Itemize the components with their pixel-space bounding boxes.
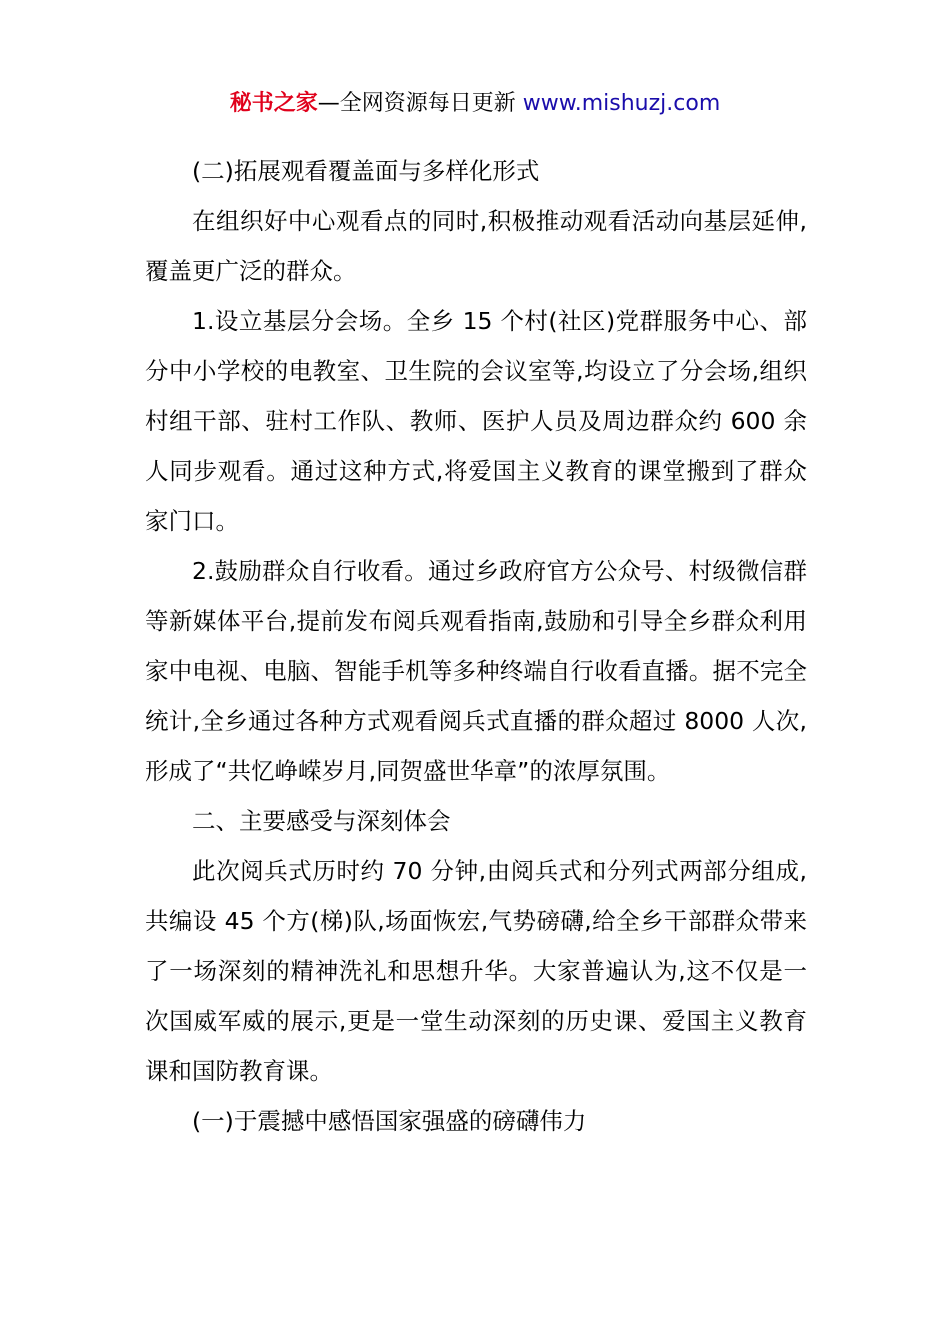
paragraph-intro: 在组织好中心观看点的同时,积极推动观看活动向基层延伸,覆盖更广泛的群众。 <box>145 207 807 285</box>
page-header <box>0 88 950 120</box>
site-slogan: —全网资源每日更新 <box>317 91 516 116</box>
site-url-link[interactable]: www.mishuzj.com <box>522 91 721 116</box>
paragraph-self-viewing: 2.鼓励群众自行收看。通过乡政府官方公众号、村级微信群等新媒体平台,提前发布阅兵观看指南,鼓励和引导全乡群众利用家中电视、电脑、智能手机等多种终端自行收看直播。据不完全统计,全乡通过各种方式观看阅兵式直播的群众超过 8000 人次,形成了“共忆峥嵘岁月,同贺盛世华章”的浓厚氛围。 <box>145 557 807 785</box>
section-heading-main-feelings: 二、主要感受与深刻体会 <box>192 807 451 835</box>
paragraph-parade-summary: 此次阅兵式历时约 70 分钟,由阅兵式和分列式两部分组成,共编设 45 个方(梯)队,场面恢宏,气势磅礴,给全乡干部群众带来了一场深刻的精神洗礼和思想升华。大家普遍认为,这不仅是一次国威军威的展示,更是一堂生动深刻的历史课、爱国主义教育课和国防教育课。 <box>145 857 807 1085</box>
section-heading-national-strength: (一)于震撼中感悟国家强盛的磅礴伟力 <box>192 1107 587 1135</box>
section-heading-expand-coverage: (二)拓展观看覆盖面与多样化形式 <box>192 157 540 185</box>
document-body <box>145 146 807 1146</box>
paragraph-branch-venues: 1.设立基层分会场。全乡 15 个村(社区)党群服务中心、部分中小学校的电教室、卫生院的会议室等,均设立了分会场,组织村组干部、驻村工作队、教师、医护人员及周边群众约 600 余人同步观看。通过这种方式,将爱国主义教育的课堂搬到了群众家门口。 <box>145 307 807 535</box>
site-brand: 秘书之家 <box>229 91 318 116</box>
